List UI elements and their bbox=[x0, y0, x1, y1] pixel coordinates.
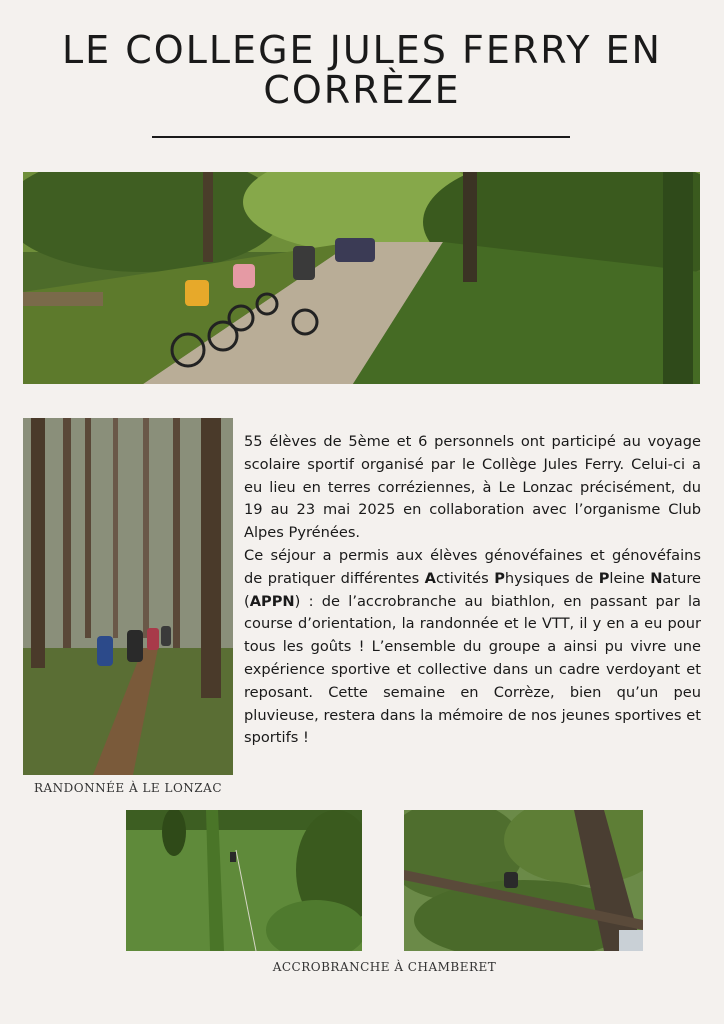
letter-p-pleine: P bbox=[598, 569, 610, 587]
zipline-field-photo bbox=[126, 810, 362, 951]
hike-caption: RANDONNÉE À LE LONZAC bbox=[33, 781, 222, 795]
article-paragraph-1: 55 élèves de 5ème et 6 personnels ont participé au voyage scolaire sportif organisé par le Collège Jules Ferry. Celui-ci a eu lieu en terres corréziennes, à Le Lonzac précisément, du 19 au 23 mai 2025 en collaboration avec l’organisme Club Alpes Pyrénées. bbox=[244, 433, 701, 542]
appn-acronym: APPN bbox=[249, 592, 295, 610]
article-paragraph-2 bbox=[244, 545, 701, 750]
accrobranche-caption: ACCROBRANCHE À CHAMBERET bbox=[272, 960, 497, 974]
paragraph-2-end: ) : de l’accrobranche au biathlon, en passant par la course d’orientation, la randonnée et le VTT, il y en a eu pour tous les goûts ! L’ensemble du groupe a ainsi pu vivre une expérience sportive et collective dans un cadre verdoyant et reposant. Cette semaine en Corrèze, bien qu’un peu pluvieuse, restera dans la mémoire de nos jeunes sportives et sportifs ! bbox=[244, 592, 701, 747]
word-nature-rest: ature ( bbox=[244, 569, 701, 610]
paragraph-2-start: Ce séjour a permis aux élèves génovéfaines et génovéfains de pratiquer différentes bbox=[244, 546, 701, 587]
page-title: LE COLLEGE JULES FERRY EN CORRÈZE bbox=[62, 28, 662, 112]
article-body bbox=[244, 431, 701, 750]
letter-n: N bbox=[650, 569, 663, 587]
word-pleine-rest: leine bbox=[609, 569, 651, 587]
word-physiques-rest: hysiques de bbox=[504, 569, 599, 587]
word-activites-rest: ctivités bbox=[435, 569, 495, 587]
bike-ride-photo bbox=[23, 172, 700, 384]
treetop-course-photo bbox=[404, 810, 643, 951]
forest-hike-photo bbox=[23, 418, 233, 775]
title-divider bbox=[152, 136, 570, 138]
letter-a: A bbox=[424, 569, 436, 587]
letter-p: P bbox=[494, 569, 505, 587]
